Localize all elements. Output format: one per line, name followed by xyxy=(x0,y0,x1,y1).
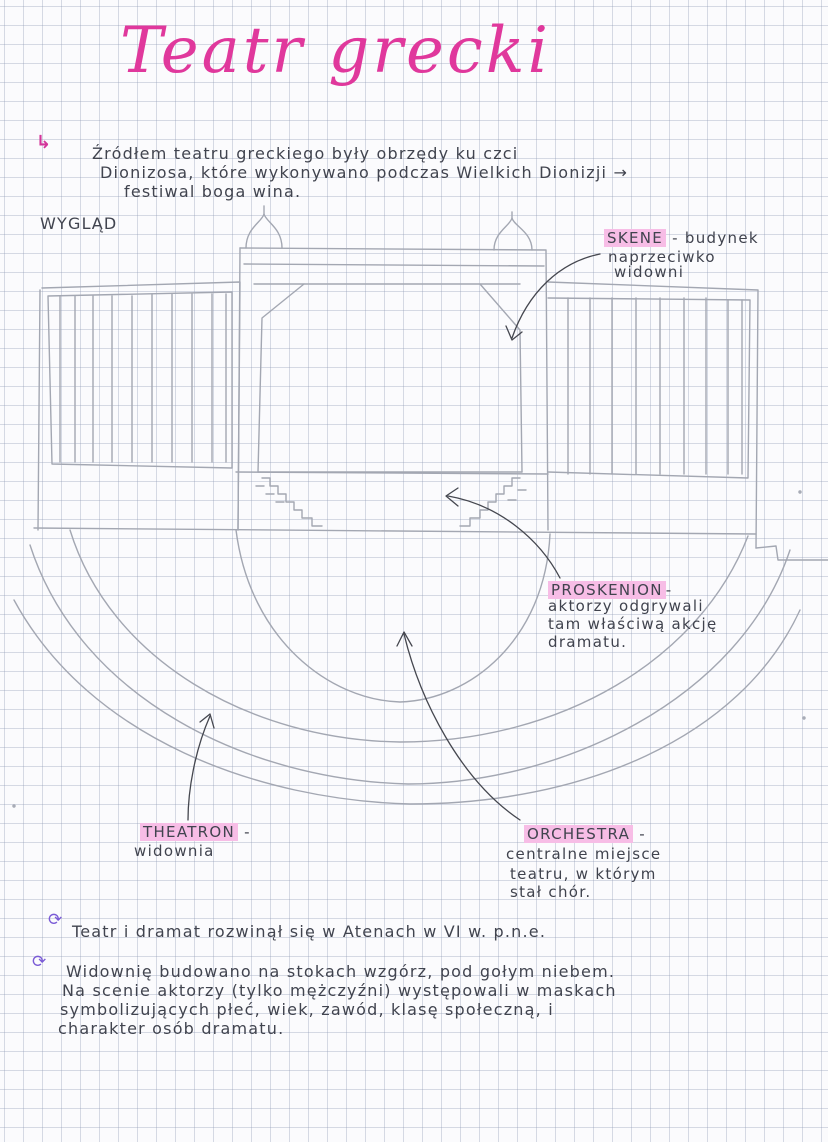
skene-desc-1: - budynek xyxy=(672,229,759,247)
skene-desc-3: widowni xyxy=(614,263,685,281)
orchestra-dash: - xyxy=(639,825,646,843)
fact-bullet-icon: ⟳ xyxy=(48,910,63,930)
fact-bullet-icon: ⟳ xyxy=(32,952,47,972)
fact-2-line-3: symbolizujących płeć, wiek, zawód, klasę społeczną, i xyxy=(60,1000,554,1019)
theatron-arrow-icon xyxy=(188,714,214,820)
theatron-term: THEATRON xyxy=(140,823,238,841)
section-label: WYGLĄD xyxy=(40,214,118,233)
intro-line-2: Dionizosa, które wykonywano podczas Wielkich Dionizji → xyxy=(100,163,629,182)
orchestra-desc-3: stał chór. xyxy=(510,883,592,901)
theatron-desc-1: widownia xyxy=(134,842,215,860)
orchestra-label xyxy=(524,826,646,843)
proskenion-desc-1: aktorzy odgrywali xyxy=(548,597,704,615)
right-colonnade xyxy=(548,282,828,560)
theatron-dash: - xyxy=(244,823,251,841)
proskenion-desc-3: dramatu. xyxy=(548,633,628,651)
skene-term: SKENE xyxy=(604,229,666,247)
orchestra-arrow-icon xyxy=(397,632,520,820)
skene-desc-2: naprzeciwko xyxy=(608,248,716,266)
page-title: Teatr grecki xyxy=(120,14,551,88)
orchestra-desc-2: teatru, w którym xyxy=(510,865,657,883)
theatron-label xyxy=(140,824,251,841)
fact-2-line-2: Na scenie aktorzy (tylko mężczyźni) występowali w maskach xyxy=(62,981,617,1000)
intro-line-3: festiwal boga wina. xyxy=(124,182,302,201)
skene-label xyxy=(604,230,759,247)
left-colonnade xyxy=(38,282,240,530)
orchestra-term: ORCHESTRA xyxy=(524,825,633,843)
fact-1-line-1: Teatr i dramat rozwinął się w Atenach w VI w. p.n.e. xyxy=(72,922,547,941)
proskenion-term: PROSKENION xyxy=(548,581,666,599)
fact-2-line-1: Widownię budowano na stokach wzgórz, pod gołym niebem. xyxy=(66,962,616,981)
intro-line-1: Źródłem teatru greckiego były obrzędy ku czci xyxy=(92,144,519,163)
proskenion-arrow-icon xyxy=(446,488,560,578)
arrow-bullet-icon: ↳ xyxy=(36,132,52,153)
fact-2-line-4: charakter osób dramatu. xyxy=(58,1019,285,1038)
orchestra-circle xyxy=(236,530,550,702)
proskenion-dash: - xyxy=(665,581,673,599)
orchestra-desc-1: centralne miejsce xyxy=(506,845,662,863)
skene-arrow-icon xyxy=(506,254,600,340)
theatron-arcs xyxy=(14,530,800,804)
proskenion-desc-2: tam właściwą akcję xyxy=(548,615,718,633)
